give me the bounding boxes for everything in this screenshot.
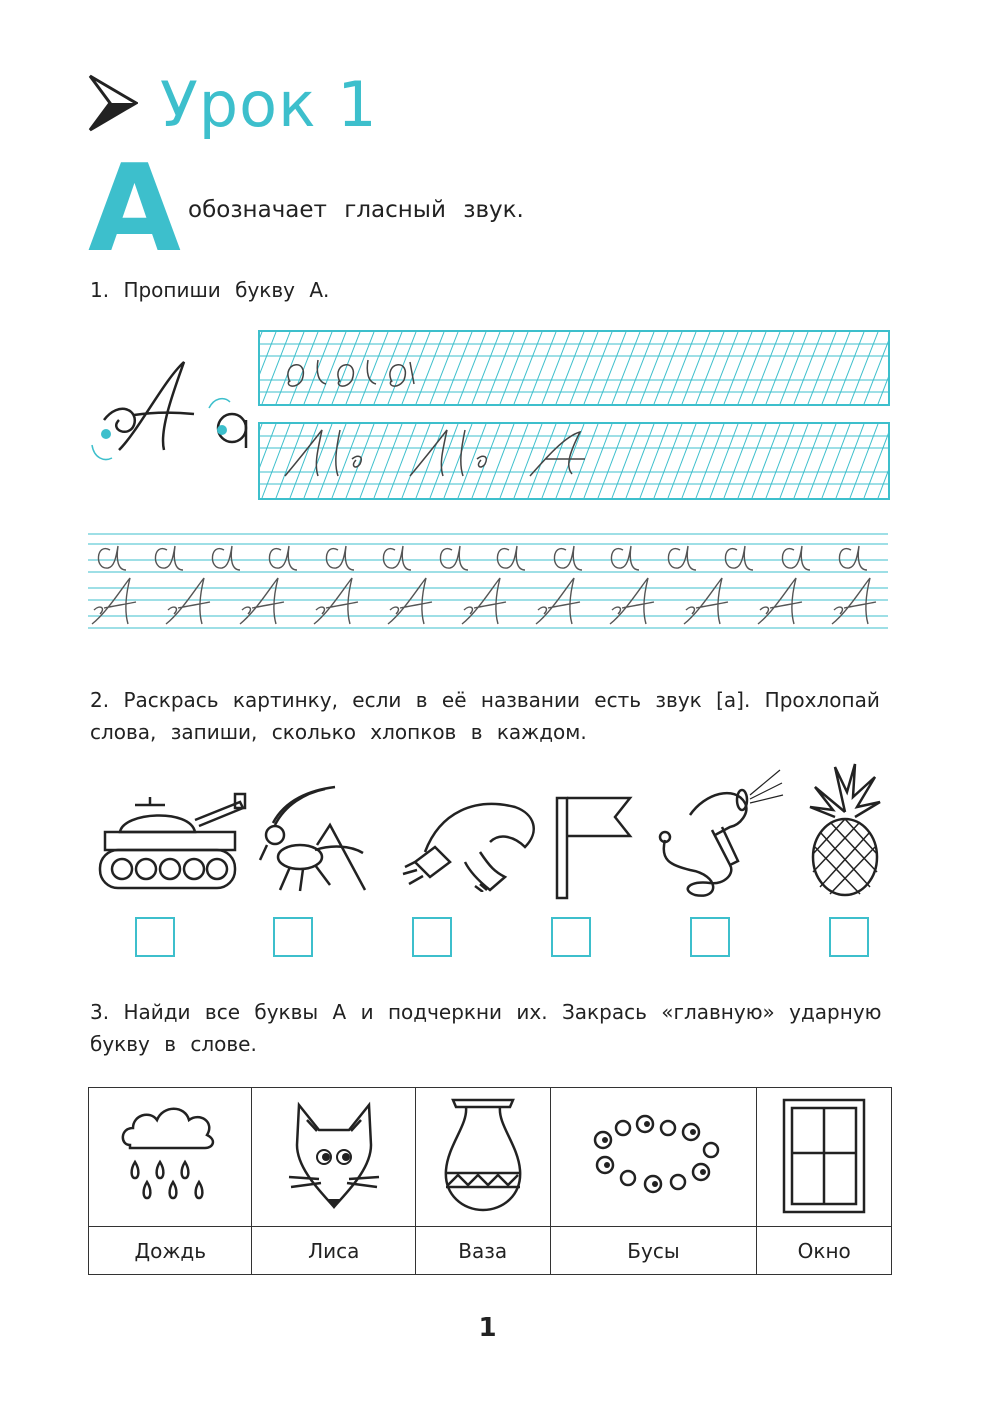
big-letter-a: А [88,140,181,279]
answer-box-tank[interactable] [135,917,175,957]
word-busy: Бусы [550,1227,757,1275]
cursive-practice-lines [88,528,888,638]
copybook-grid-top[interactable] [258,330,890,406]
page-number: 1 [478,1313,497,1343]
rain-cloud-icon [115,1100,225,1210]
word-vaza: Ваза [415,1227,550,1275]
words-table [88,1087,892,1275]
cursive-letter-a-sample-icon [84,350,254,470]
grasshopper-icon [255,785,370,895]
beads-cell [550,1088,757,1227]
answer-box-scarf[interactable] [412,917,452,957]
vase-icon [438,1095,528,1215]
arrow-marker-icon [88,74,138,132]
task-3-instruction: 3. Найди все буквы А и подчеркни их. Закрась «главную» ударную букву в слове. [90,1000,882,1056]
task-1-instruction: 1. Пропиши букву А. [90,278,330,302]
fox-icon [279,1095,389,1215]
tank-icon [95,790,250,890]
lesson-title: Урок 1 [160,68,378,141]
fox-cell [252,1088,415,1227]
pineapple-icon [805,762,885,897]
word-lisa: Лиса [252,1227,415,1275]
copybook-grid-bottom[interactable] [258,422,890,500]
rain-cell [89,1088,252,1227]
word-dozhd: Дождь [89,1227,252,1275]
answer-box-hairdryer[interactable] [690,917,730,957]
scarf-icon [395,792,545,892]
window-cell [757,1088,892,1227]
vase-cell [415,1088,550,1227]
answer-box-flag[interactable] [551,917,591,957]
window-icon [779,1095,869,1215]
answer-box-pineapple[interactable] [829,917,869,957]
task-2-instruction: 2. Раскрась картинку, если в её названии есть звук [а]. Прохлопай слова, запиши, сколько хлопков в каждом. [90,688,880,744]
intro-text: обозначает гласный звук. [188,197,524,223]
beads-icon [583,1110,723,1200]
flag-icon [555,792,635,902]
word-okno: Окно [757,1227,892,1275]
hairdryer-icon [650,765,785,905]
answer-box-grasshopper[interactable] [273,917,313,957]
